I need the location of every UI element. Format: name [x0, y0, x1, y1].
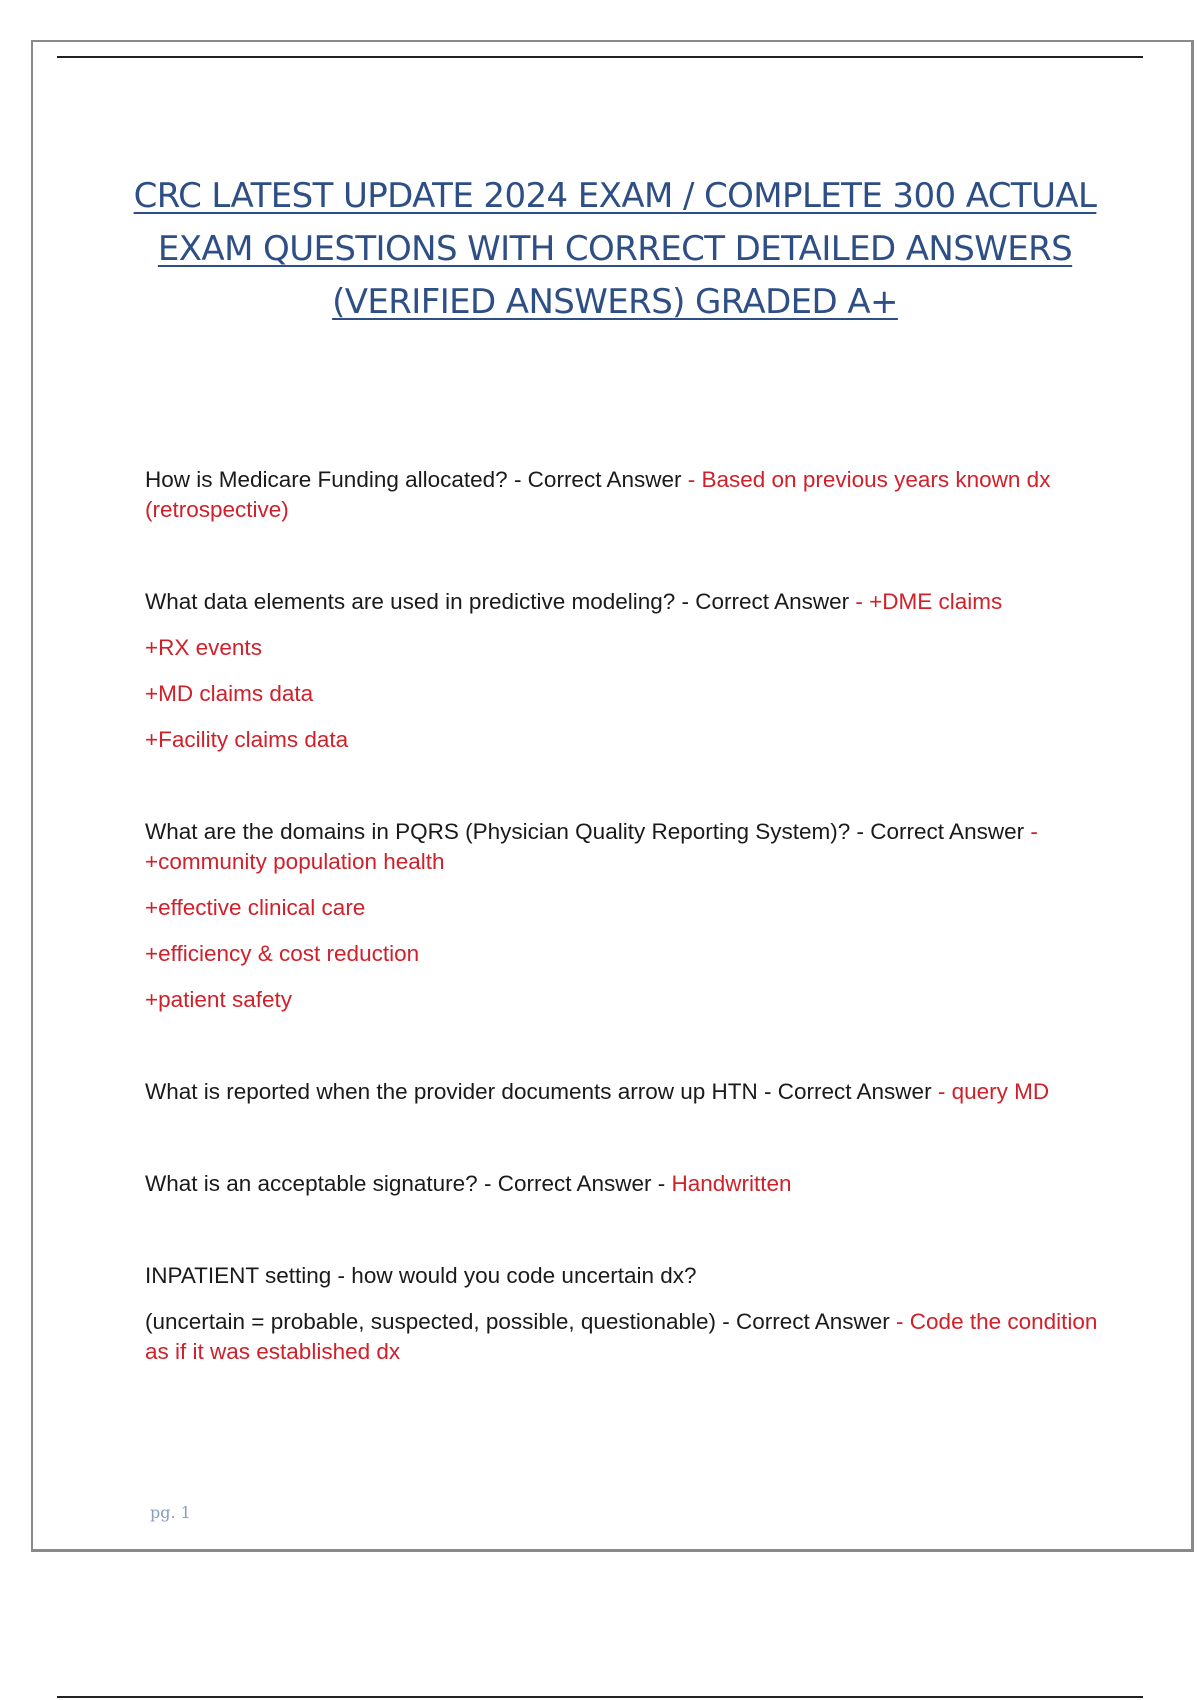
- question-text: What is an acceptable signature? - Correct Answer -: [145, 1171, 672, 1196]
- qa-item: [145, 817, 1105, 1015]
- footer-rule: [57, 1696, 1143, 1698]
- qa-item: [145, 1169, 1105, 1199]
- question-text: How is Medicare Funding allocated? - Correct Answer: [145, 467, 688, 492]
- qa-paragraph: [145, 1307, 1105, 1367]
- page-number: pg. 1: [150, 1503, 191, 1522]
- answer-line: +MD claims data: [145, 681, 314, 706]
- qa-paragraph: [145, 465, 1105, 525]
- question-text: INPATIENT setting - how would you code uncertain dx?: [145, 1263, 697, 1288]
- answer-text: - +community population health: [145, 819, 1038, 874]
- document-title: CRC LATEST UPDATE 2024 EXAM / COMPLETE 300 ACTUAL EXAM QUESTIONS WITH CORRECT DETAILED ANSWERS (VERIFIED ANSWERS) GRADED A+: [133, 176, 1097, 322]
- answer-line: +effective clinical care: [145, 895, 366, 920]
- qa-paragraph: [145, 587, 1105, 617]
- qa-list: [145, 465, 1105, 1427]
- question-text-continued: (uncertain = probable, suspected, possible, questionable) - Correct Answer: [145, 1309, 897, 1334]
- qa-item: [145, 587, 1105, 755]
- qa-item: [145, 465, 1105, 525]
- answer-line: +Facility claims data: [145, 727, 349, 752]
- answer-line: +efficiency & cost reduction: [145, 941, 420, 966]
- answer-text: - query MD: [937, 1079, 1050, 1104]
- answer-line: +RX events: [145, 635, 262, 660]
- answer-text: Handwritten: [671, 1171, 792, 1196]
- answer-line: +patient safety: [145, 987, 292, 1012]
- answer-text: - Based on previous years known dx (retrospective): [145, 467, 1051, 522]
- qa-paragraph: [145, 817, 1105, 877]
- answer-text: - Code the condition as if it was established dx: [145, 1309, 1098, 1364]
- question-text: What are the domains in PQRS (Physician Quality Reporting System)? - Correct Answer: [145, 819, 1031, 844]
- header-rule: [57, 56, 1143, 58]
- qa-item: [145, 1261, 1105, 1367]
- qa-paragraph: [145, 1169, 1105, 1199]
- question-text: What is reported when the provider documents arrow up HTN - Correct Answer: [145, 1079, 938, 1104]
- answer-text: - +DME claims: [855, 589, 1003, 614]
- question-text: What data elements are used in predictive modeling? - Correct Answer: [145, 589, 856, 614]
- qa-item: [145, 1077, 1105, 1107]
- qa-paragraph: [145, 1077, 1105, 1107]
